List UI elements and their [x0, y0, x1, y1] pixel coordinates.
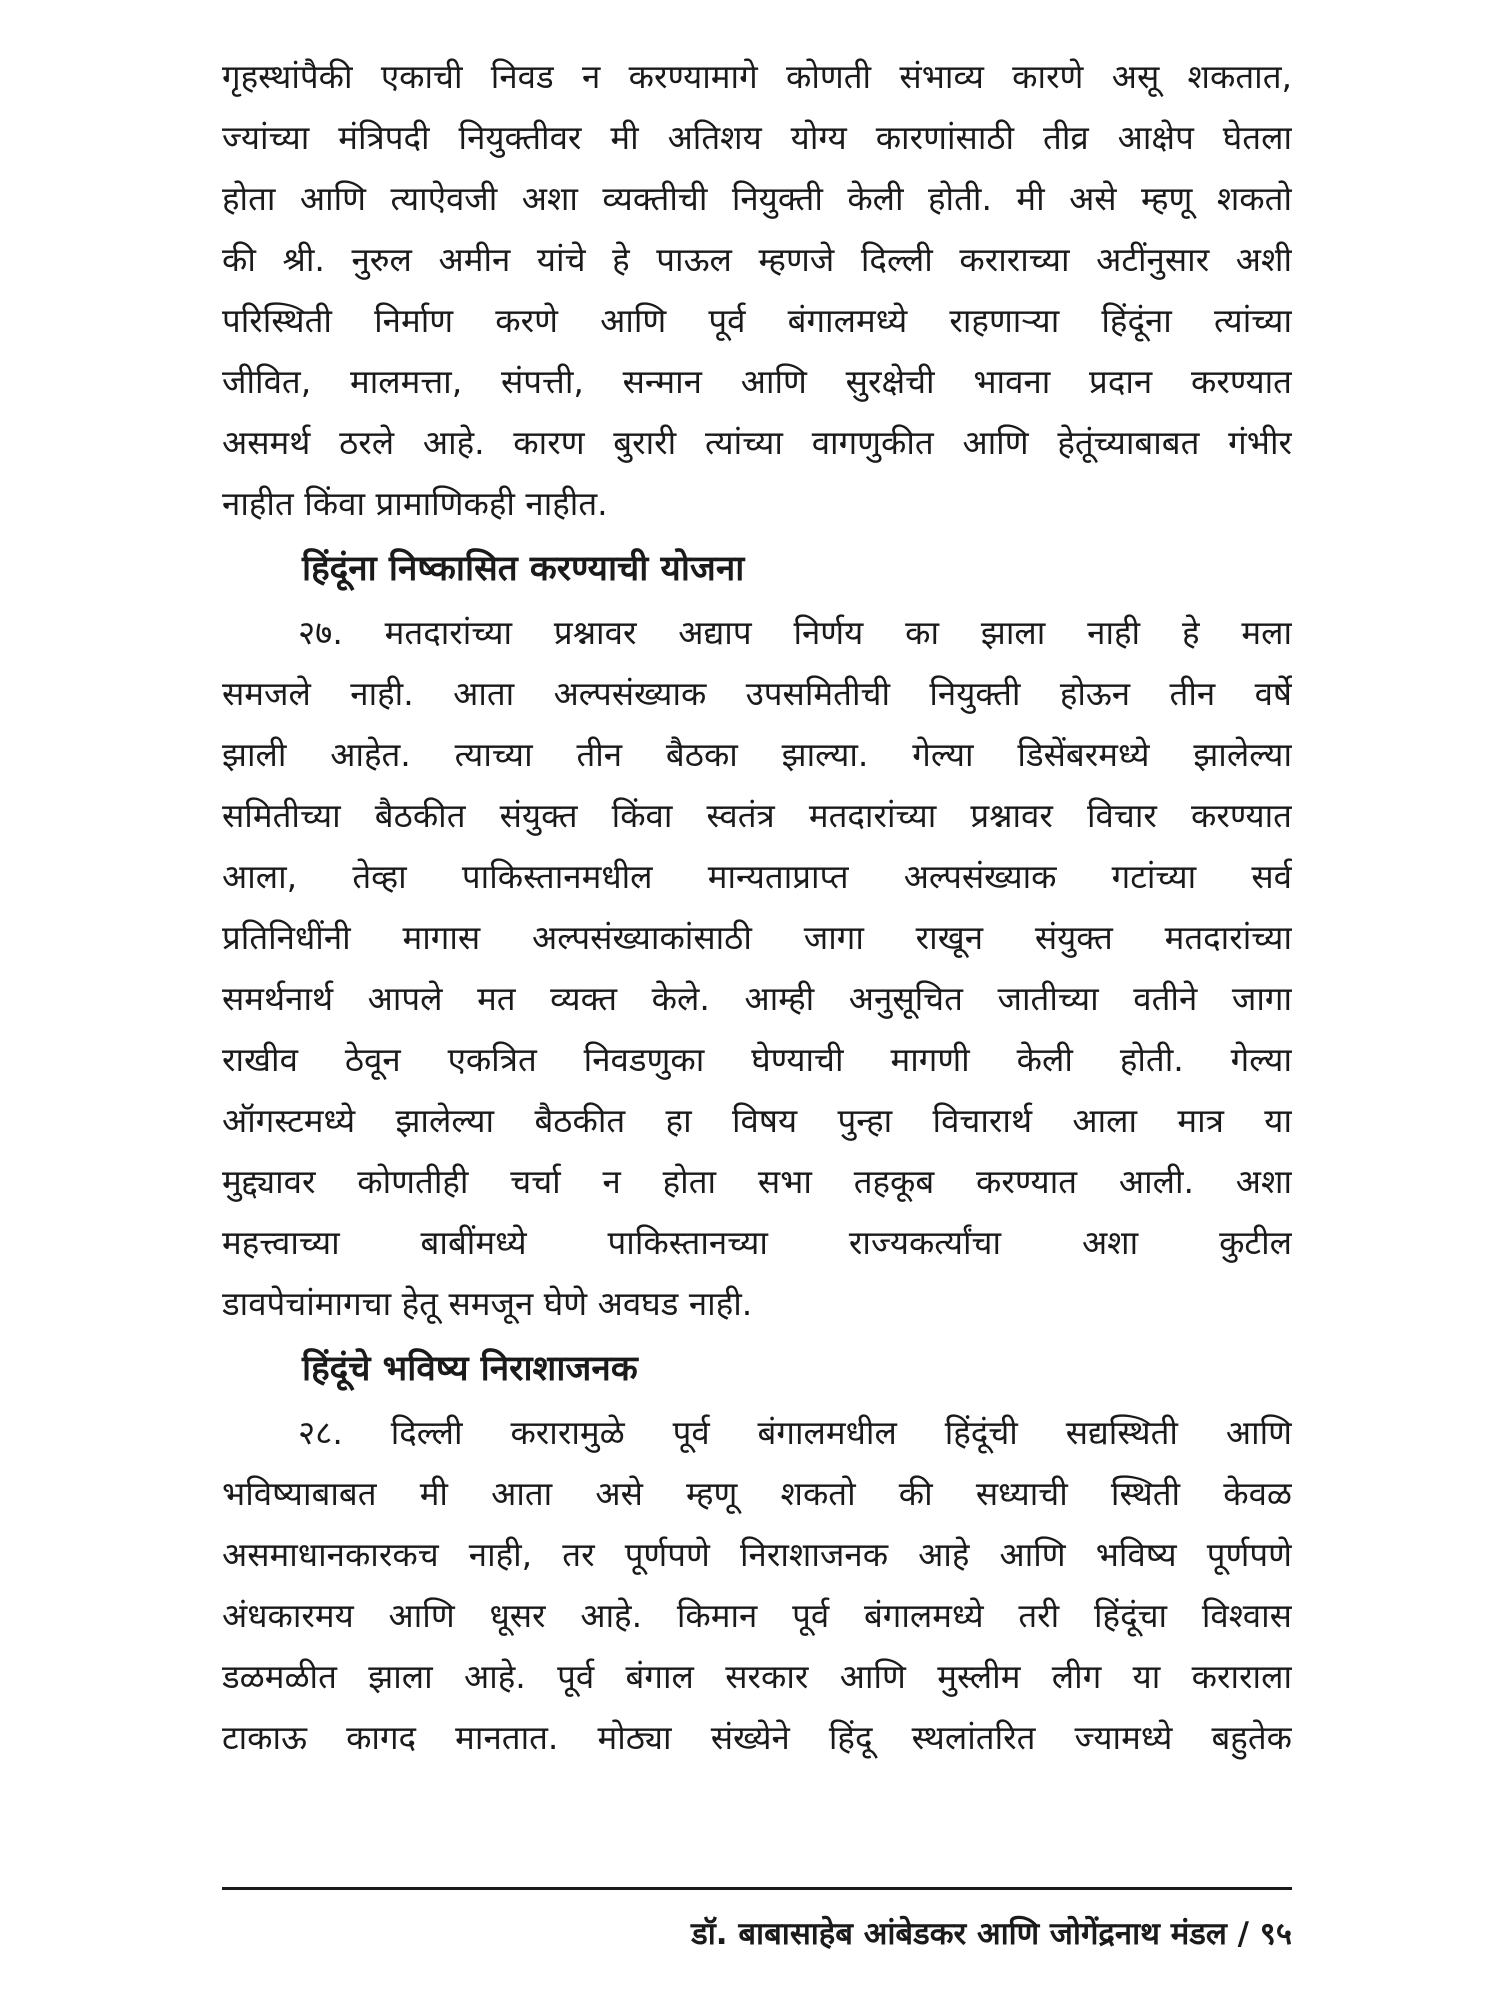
text-line: महत्त्वाच्या बाबींमध्ये पाकिस्तानच्या राज्यकर्त्यांचा अशा कुटील	[222, 1223, 1292, 1262]
text-line: असमाधानकारकच नाही, तर पूर्णपणे निराशाजनक आहे आणि भविष्य पूर्णपणे	[222, 1535, 1292, 1574]
section-heading-expulsion-plan: हिंदूंना निष्कासित करण्याची योजना	[302, 549, 745, 589]
text-line: समर्थनार्थ आपले मत व्यक्त केले. आम्ही अनुसूचित जातीच्या वतीने जागा	[222, 979, 1292, 1018]
text-line: परिस्थिती निर्माण करणे आणि पूर्व बंगालमध्ये राहणाऱ्या हिंदूंना त्यांच्या	[222, 301, 1292, 340]
text-line: ऑगस्टमध्ये झालेल्या बैठकीत हा विषय पुन्हा विचारार्थ आला मात्र या	[222, 1101, 1292, 1140]
text-line: समितीच्या बैठकीत संयुक्त किंवा स्वतंत्र मतदारांच्या प्रश्नावर विचार करण्यात	[222, 796, 1292, 835]
paragraph-27	[222, 602, 1292, 1334]
text-line: समजले नाही. आता अल्पसंख्याक उपसमितीची नियुक्ती होऊन तीन वर्षे	[222, 674, 1292, 713]
footer-divider	[222, 1887, 1292, 1890]
text-line: झाली आहेत. त्याच्या तीन बैठका झाल्या. गेल्या डिसेंबरमध्ये झालेल्या	[222, 735, 1292, 774]
text-line: जीवित, मालमत्ता, संपत्ती, सन्मान आणि सुरक्षेची भावना प्रदान करण्यात	[222, 362, 1292, 401]
text-line: डळमळीत झाला आहे. पूर्व बंगाल सरकार आणि मुस्लीम लीग या कराराला	[222, 1657, 1292, 1696]
text-line: भविष्याबाबत मी आता असे म्हणू शकतो की सध्याची स्थिती केवळ	[222, 1474, 1292, 1513]
text-line: २८. दिल्ली करारामुळे पूर्व बंगालमधील हिंदूंची सद्यस्थिती आणि	[298, 1413, 1292, 1452]
text-line: मुद्द्यावर कोणतीही चर्चा न होता सभा तहकूब करण्यात आली. अशा	[222, 1162, 1292, 1201]
text-line: राखीव ठेवून एकत्रित निवडणुका घेण्याची मागणी केली होती. गेल्या	[222, 1040, 1292, 1079]
section-heading-future-bleak: हिंदूंचे भविष्य निराशाजनक	[302, 1349, 638, 1389]
paragraph-28	[222, 1402, 1292, 1768]
text-line: असमर्थ ठरले आहे. कारण बुरारी त्यांच्या वागणुकीत आणि हेतूंच्याबाबत गंभीर	[222, 423, 1292, 462]
text-line: आला, तेव्हा पाकिस्तानमधील मान्यताप्राप्त अल्पसंख्याक गटांच्या सर्व	[222, 857, 1292, 896]
text-line: अंधकारमय आणि धूसर आहे. किमान पूर्व बंगालमध्ये तरी हिंदूंचा विश्वास	[222, 1596, 1292, 1635]
text-line: होता आणि त्याऐवजी अशा व्यक्तीची नियुक्ती केली होती. मी असे म्हणू शकतो	[222, 179, 1292, 218]
text-line: ज्यांच्या मंत्रिपदी नियुक्तीवर मी अतिशय योग्य कारणांसाठी तीव्र आक्षेप घेतला	[222, 118, 1292, 157]
text-line: २७. मतदारांच्या प्रश्नावर अद्याप निर्णय का झाला नाही हे मला	[298, 613, 1292, 652]
page-body	[222, 46, 1292, 1768]
text-line: टाकाऊ कागद मानतात. मोठ्या संख्येने हिंदू स्थलांतरित ज्यामध्ये बहुतेक	[222, 1718, 1292, 1757]
text-line: प्रतिनिधींनी मागास अल्पसंख्याकांसाठी जागा राखून संयुक्त मतदारांच्या	[222, 918, 1292, 957]
text-line: नाहीत किंवा प्रामाणिकही नाहीत.	[222, 484, 608, 523]
text-line: डावपेचांमागचा हेतू समजून घेणे अवघड नाही.	[222, 1284, 753, 1323]
paragraph-intro	[222, 46, 1292, 534]
footer-running-title: डॉ. बाबासाहेब आंबेडकर आणि जोगेंद्रनाथ मंडल / ९५	[691, 1916, 1292, 1952]
text-line: गृहस्थांपैकी एकाची निवड न करण्यामागे कोणती संभाव्य कारणे असू शकतात,	[222, 57, 1292, 96]
text-line: की श्री. नुरुल अमीन यांचे हे पाऊल म्हणजे दिल्ली कराराच्या अटींनुसार अशी	[222, 240, 1292, 279]
